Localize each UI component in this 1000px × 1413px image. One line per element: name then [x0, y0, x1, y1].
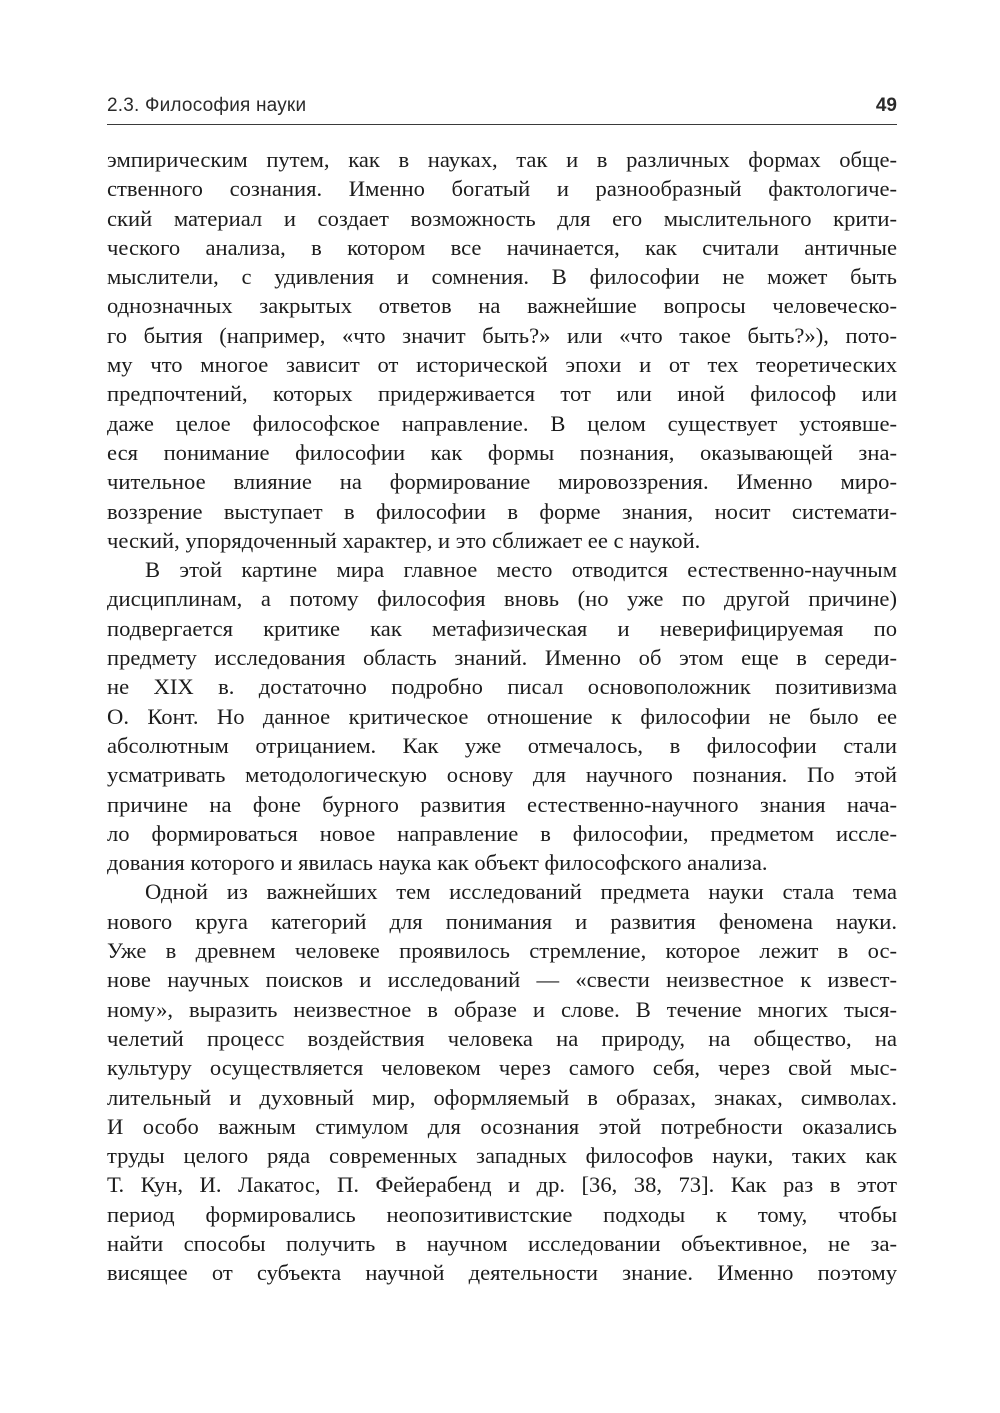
paragraph — [107, 145, 897, 555]
text-line: причине на фоне бурного развития естественно-научного знания нача- — [107, 791, 897, 817]
text-line: чительное влияние на формирование мировоззрения. Именно миро- — [107, 469, 897, 495]
text-line: му что многое зависит от исторической эпохи и от тех теоретических — [107, 352, 897, 378]
text-line: челетий процесс воздействия человека на природу, на общество, на — [107, 1025, 897, 1051]
body-text — [107, 145, 897, 1288]
text-line: воззрение выступает в философии в форме знания, носит системати- — [107, 498, 897, 524]
text-line: И особо важным стимулом для осознания этой потребности оказались — [107, 1113, 897, 1139]
text-line: подвергается критике как метафизическая и неверифицируемая по — [107, 615, 897, 641]
paragraph — [107, 877, 897, 1287]
text-line: период формировались неопозитивистские подходы к тому, чтобы — [107, 1201, 897, 1227]
text-line: лительный и духовный мир, оформляемый в образах, знаках, символах. — [107, 1084, 897, 1110]
text-line: дования которого и явилась наука как объект философского анализа. — [107, 850, 768, 876]
text-line: труды целого ряда современных западных философов науки, таких как — [107, 1143, 897, 1169]
text-line: усматривать методологическую основу для научного познания. По этой — [107, 762, 897, 788]
text-line: мыслители, с удивления и сомнения. В философии не может быть — [107, 264, 897, 290]
text-line: Уже в древнем человеке проявилось стремление, которое лежит в ос- — [107, 938, 897, 964]
text-line: ло формироваться новое направление в философии, предметом иссле- — [107, 820, 897, 846]
text-line: однозначных закрытых ответов на важнейшие вопросы человеческо- — [107, 293, 897, 319]
text-line: еся понимание философии как формы познания, оказывающей зна- — [107, 439, 897, 465]
text-line: О. Конт. Но данное критическое отношение к философии не было ее — [107, 703, 897, 729]
running-header — [107, 92, 897, 125]
text-line: абсолютным отрицанием. Как уже отмечалось, в философии стали — [107, 732, 897, 758]
text-line: эмпирическим путем, как в науках, так и в различных формах обще- — [107, 147, 897, 172]
text-line: нового круга категорий для понимания и развития феномена науки. — [107, 908, 897, 934]
text-line: ственного сознания. Именно богатый и разнообразный фактологиче- — [107, 176, 897, 202]
text-line: культуру осуществляется человеком через самого себя, через свой мыс- — [107, 1055, 897, 1081]
text-line: нове научных поисков и исследований — «свести неизвестное к извест- — [107, 967, 897, 993]
text-line: дисциплинам, а потому философия вновь (но уже по другой причине) — [107, 586, 897, 612]
text-line: Одной из важнейших тем исследований предмета науки стала тема — [145, 879, 897, 905]
paragraph — [107, 555, 897, 877]
text-line: висящее от субъекта научной деятельности знание. Именно поэтому — [107, 1260, 897, 1286]
text-line: даже целое философское направление. В целом существует устоявше- — [107, 410, 897, 436]
text-line: го бытия (например, «что значит быть?» или «что такое быть?»), пото- — [107, 322, 897, 348]
section-title: 2.3. Философия науки — [107, 95, 307, 116]
text-line: В этой картине мира главное место отводится естественно-научным — [145, 557, 897, 583]
text-line: предпочтений, которых придерживается тот или иной философ или — [107, 381, 897, 407]
text-line: ческий, упорядоченный характер, и это сближает ее с наукой. — [107, 527, 701, 553]
page-number: 49 — [875, 95, 897, 116]
text-line: найти способы получить в научном исследовании объективное, не за- — [107, 1230, 897, 1256]
text-line: предмету исследования область знаний. Именно об этом еще в середи- — [107, 645, 897, 671]
text-line: не XIX в. достаточно подробно писал основоположник позитивизма — [107, 674, 897, 700]
text-line: ский материал и создает возможность для его мыслительного крити- — [107, 205, 897, 231]
text-line: ческого анализа, в котором все начинается, как считали античные — [107, 234, 897, 260]
text-line: Т. Кун, И. Лакатос, П. Фейерабенд и др. [36, 38, 73]. Как раз в этот — [107, 1172, 897, 1198]
text-line: ному», выразить неизвестное в образе и слове. В течение многих тыся- — [107, 996, 897, 1022]
